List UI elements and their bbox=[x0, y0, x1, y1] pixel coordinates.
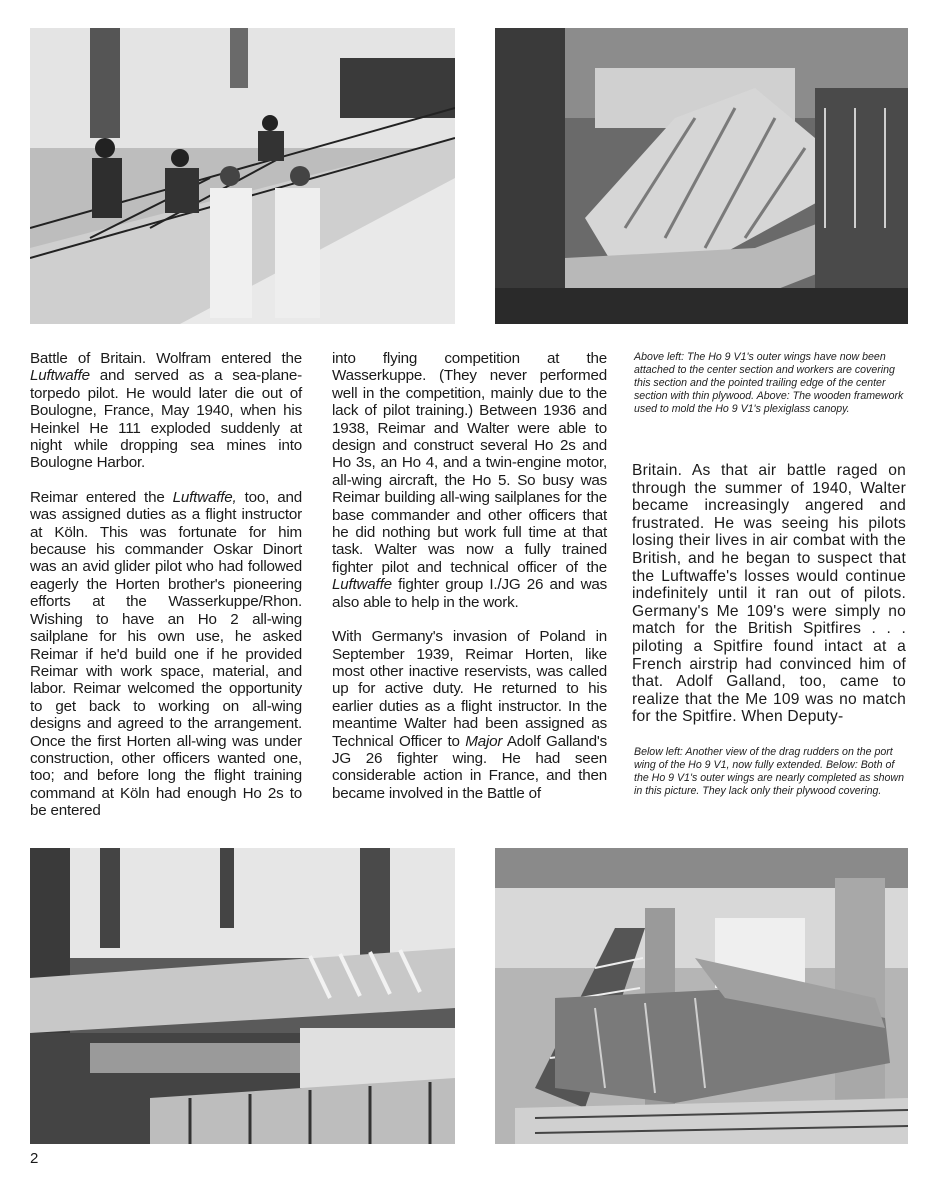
photo-wooden-canopy-framework bbox=[495, 28, 908, 324]
col2-p1-italic: Luftwaffe bbox=[332, 576, 392, 594]
col2-p2-text-b: Adolf Galland's JG 26 fighter wing. He had seen considerable action in France, and then became involved in the Battle of bbox=[332, 732, 607, 802]
col1-paragraph-1 bbox=[30, 350, 302, 472]
col2-paragraph-2 bbox=[332, 628, 607, 802]
col1-p1-text-a: Battle of Britain. Wolfram entered the bbox=[30, 350, 302, 367]
body-text-column-1 bbox=[30, 350, 302, 837]
col1-p2-italic: Luftwaffe, bbox=[172, 488, 237, 506]
caption-bottom: Below left: Another view of the drag rudders on the port wing of the Ho 9 V1, now fully extended. Below: Both of the Ho 9 V1's outer wings are nearly completed as shown in this picture. They lack only their plywood covering. bbox=[634, 746, 904, 797]
col1-p1-text-b: and served as a sea-plane-torpedo pilot. He would later die out of Boulogne, France, May 1940, when his Heinkel He 111 exploded suddenly at night while dropping sea mines into Boulogne Harbor. bbox=[30, 367, 302, 472]
photo-outer-wings-completed bbox=[495, 848, 908, 1144]
body-text-column-2 bbox=[332, 350, 607, 819]
col2-p2-italic: Major bbox=[465, 732, 503, 750]
photo-workers-wing-assembly bbox=[30, 28, 455, 324]
col1-p2-text-a: Reimar entered the bbox=[30, 488, 173, 506]
photo-drag-rudders-port-wing bbox=[30, 848, 455, 1144]
page-number: 2 bbox=[30, 1150, 39, 1167]
col2-p1-text-b: fighter group I./JG 26 and was also able to help in the work. bbox=[332, 576, 607, 611]
col2-p1-text-a: into flying competition at the Wasserkuppe. (They never performed well in the competition, mainly due to the lack of pilot training.) Between 1936 and 1938, Reimar and Walter were able to design and construct several Ho 2s and Ho 3s, an Ho 4, and a twin-engine motor, all-wing aircraft, the Ho 5. So busy was Reimar building all-wing sailplanes for the base commander and other officers that he did nothing but work full time at that task. Walter was now a fully trained fighter pilot and technical officer of the bbox=[332, 350, 607, 576]
col2-p2-text-a: With Germany's invasion of Poland in September 1939, Reimar Horten, like most other inactive reservists, was called up for active duty. He returned to his earlier duties as a flight instructor. In the meantime Walter had been assigned as Technical Officer to bbox=[332, 628, 607, 750]
col1-paragraph-2 bbox=[30, 489, 302, 820]
col1-p2-text-b: too, and was assigned duties as a flight instructor at Köln. This was fortunate for him because his commander Oskar Dinort was an avid glider pilot who had followed eagerly the Horten brother's pioneering efforts at the Wasserkuppe/Rhon. Wishing to have an Ho 2 all-wing sailplane for his own use, he asked Reimar if he'd build one if he provided Reimar with work space, material, and labor. Reimar welcomed the opportunity to get back to working on all-wing designs and agreed to the arrangement. Once the first Horten all-wing was under construction, other officers wanted one, too; and before long the flight training command at Köln had enough Ho 2s to be entered bbox=[30, 488, 302, 820]
col2-paragraph-1 bbox=[332, 350, 607, 611]
caption-top: Above left: The Ho 9 V1's outer wings have now been attached to the center section and workers are covering this section and the pointed trailing edge of the center section with thin plywood. Above: The wooden framework used to mold the Ho 9 V1's plexiglass canopy. bbox=[634, 351, 904, 415]
body-text-column-3: Britain. As that air battle raged on through the summer of 1940, Walter became increasingly angered and frustrated. He was seeing his pilots losing their lives in air combat with the British, and he began to suspect that the Luftwaffe's losses would continue indefinitely until it ran out of pilots. Germany's Me 109's were simply no match for the British Spitfires . . . piloting a Spitfire found intact at a French airstrip had convinced him of that. Adolf Galland, too, came to realize that the Me 109 was no match for the Spitfire. When Deputy- bbox=[632, 462, 906, 726]
col1-p1-italic: Luftwaffe bbox=[30, 367, 90, 385]
